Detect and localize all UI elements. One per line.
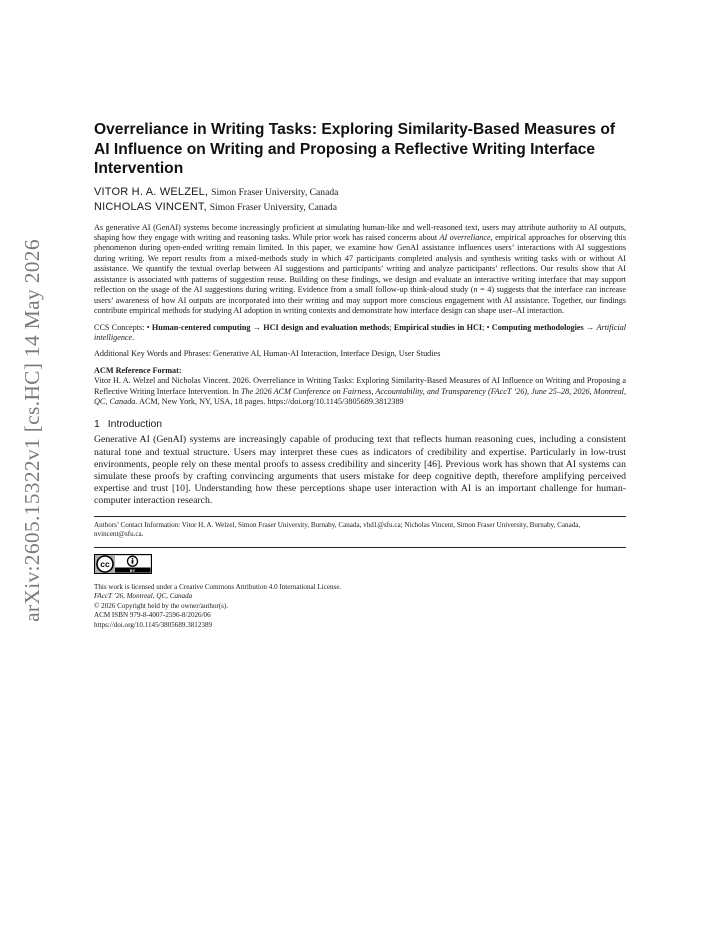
- cc-text: cc: [100, 558, 110, 569]
- author-2: [94, 200, 626, 215]
- acm-reference-text: ACM, New York, NY, USA, 18 pages. https://doi.org/10.1145/3805689.3812389: [137, 397, 404, 407]
- footnote-divider: [94, 516, 626, 517]
- acm-reference-heading: ACM Reference Format:: [94, 365, 182, 375]
- by-text: BY: [129, 568, 136, 573]
- acm-reference-venue: The 2026 ACM Conference on Fairness, Accountability, and Transparency (FAccT ’26), June 25–28, 2026, Montreal, QC, Canada.: [94, 386, 626, 407]
- abstract-text: = 4) suggests that the interface can increase users’ awareness of how AI outputs are incorporated into their writing and may support more conscious engagement with AI assistance. Together, our findings contribute empirical methods for studying AI adoption in writing contexts and demonstrate how interface design can shape user–AI interaction.: [94, 285, 627, 316]
- section-heading-introduction: [94, 419, 626, 430]
- cc-by-license-icon: [94, 554, 152, 574]
- acm-reference-text: Vitor H. A. Welzel and Nicholas Vincent. 2026. Overreliance in Writing Tasks: Exploring Similarity-Based Measures of AI Influence on Writing and Proposing a Reflective Writing Interface Intervention. In: [94, 376, 626, 396]
- abstract: [94, 223, 626, 317]
- abstract-emphasis: AI overreliance: [439, 232, 491, 242]
- introduction-paragraph: Generative AI (GenAI) systems are increasingly capable of producing text that reflects human reasoning cues, including a consistent natural tone and textual structure. Users may interpret these cues as indicators of credibility and expertise. Particularly in low-trust environments, people rely on these mental proofs to assess credibility and sincerity [46]. Previous work has shown that AI systems can simulate these proofs by crafting convincing arguments that users mistake for deep cognitive depth, therefore amplifying perceived expertise and trust [10]. Understanding how these perceptions shape user interaction with AI is an important challenge for human-computer interaction research.: [94, 434, 626, 507]
- arxiv-identifier: arXiv:2605.15322v1 [cs.HC] 14 May 2026: [19, 238, 44, 622]
- license-info: [94, 583, 626, 631]
- venue-line: FAccT ’26, Montreal, QC, Canada: [94, 592, 193, 601]
- abstract-text: , empirical approaches for observing this phenomenon during open-ended writing remain limited. In this paper, we examine how GenAI assistance influences users’ interactions with AI suggestions during writing. We report results from a mixed-methods study in which 47 participants completed analysis and synthesis writing tasks with or without AI assistance. We quantify the textual overlap between AI suggestions and participants’ writing and analyze participants’ reflections. Our results show that AI assistance is associated with patterns of suggestion reuse. Building on these findings, we design and evaluate an interactive writing interface that may support reflection on the usage of the AI suggestions during writing. Evidence from a small follow-up think-aloud study (: [94, 232, 627, 295]
- author-1: [94, 185, 626, 200]
- authors-contact: Authors’ Contact Information: Vitor H. A. Welzel, Simon Fraser University, Burnaby, Canada, vhd1@sfu.ca; Nicholas Vincent, Simon Fraser University, Burnaby, Canada, nvincent@sfu.ca.: [94, 520, 581, 538]
- cc-by-badge: [94, 554, 626, 579]
- paper-title: Overreliance in Writing Tasks: Exploring Similarity-Based Measures of AI Influence on Writing and Proposing a Reflective Writing Interface Intervention: [94, 121, 616, 177]
- ccs-arrow: →: [583, 322, 597, 332]
- ccs-arrow: →: [250, 322, 264, 332]
- ccs-label: CCS Concepts: •: [94, 322, 152, 332]
- keywords: Additional Key Words and Phrases: Generative AI, Human-AI Interaction, Interface Design, User Studies: [94, 349, 441, 359]
- isbn-line: ACM ISBN 979-8-4007-2596-8/2026/06: [94, 611, 211, 620]
- author-name: VITOR H. A. WELZEL,: [94, 185, 209, 198]
- copyright-line: © 2026 Copyright held by the owner/author(s).: [94, 601, 229, 610]
- ccs-sep: ; •: [482, 322, 492, 332]
- ccs-item: Empirical studies in HCI: [393, 322, 483, 332]
- abstract-n: n: [473, 285, 478, 295]
- section-title: Introduction: [107, 419, 163, 431]
- license-statement: This work is licensed under a Creative Commons Attribution 4.0 International License.: [94, 582, 342, 591]
- ccs-item: Human-centered computing: [151, 322, 251, 332]
- ccs-end: .: [132, 332, 135, 342]
- author-affiliation: Simon Fraser University, Canada: [211, 186, 339, 198]
- doi-line: https://doi.org/10.1145/3805689.3812389: [94, 621, 213, 630]
- paper-page: [94, 120, 626, 631]
- ccs-item: Artificial intelligence: [94, 322, 627, 342]
- abstract-text: As generative AI (GenAI) systems become increasingly proficient at simulating human-like and well-reasoned text, users may attribute authority to AI outputs, shaping how they engage with writing and reasoning tasks. While prior work has raised concerns about: [94, 222, 626, 242]
- author-affiliation: Simon Fraser University, Canada: [209, 201, 337, 213]
- section-number: 1: [94, 419, 100, 431]
- license-divider: [94, 547, 626, 548]
- acm-reference: [94, 366, 626, 408]
- ccs-concepts: [94, 323, 626, 344]
- arxiv-sidebar: [14, 170, 50, 690]
- ccs-item: Computing methodologies: [491, 322, 584, 332]
- ccs-item: HCI design and evaluation methods: [263, 322, 390, 332]
- author-name: NICHOLAS VINCENT,: [94, 200, 207, 213]
- ccs-sep: ;: [389, 322, 394, 332]
